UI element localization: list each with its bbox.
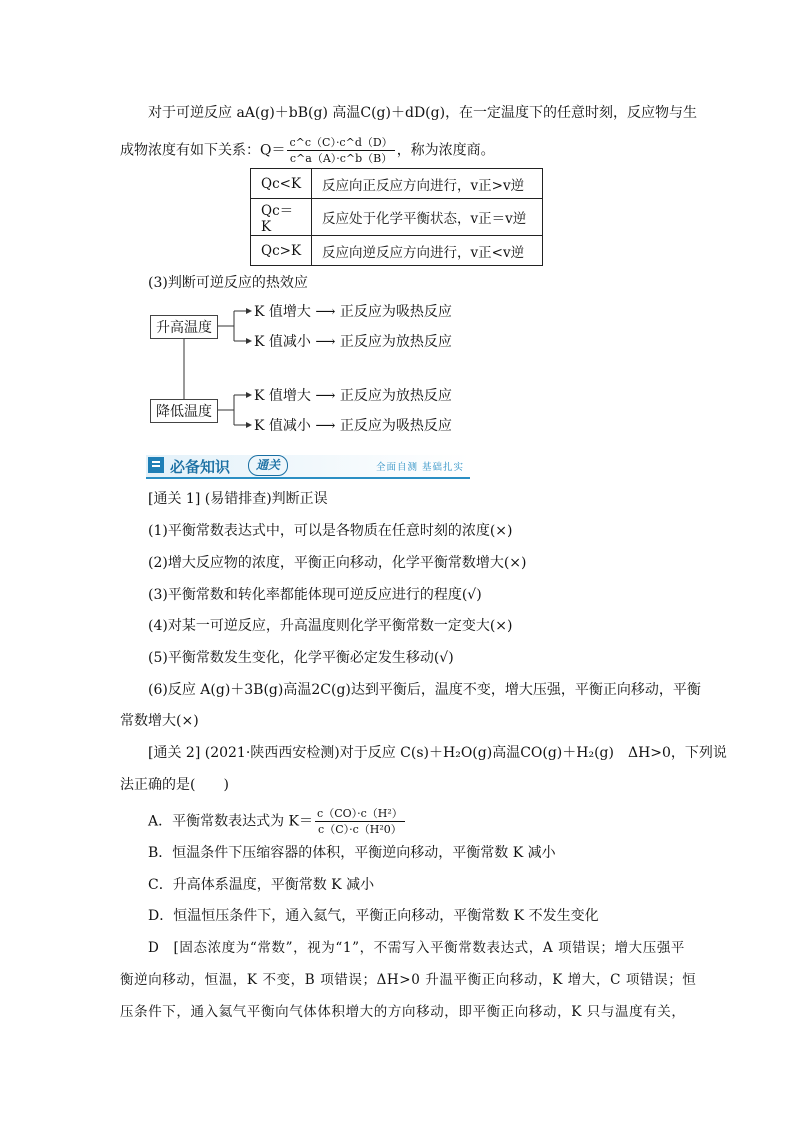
flow-raise-k-increase: K 值增大 ⟶ 正反应为吸热反应 (254, 304, 452, 320)
pass2-question-line-1: [通关 2] (2021·陕西西安检测)对于反应 C(s)＋H₂O(g)高温CO(g)＋H₂(g) ΔH>0，下列说 (148, 745, 727, 761)
fraction-numerator: c（CO）·c（H²） (317, 807, 403, 820)
answer-line-3: 压条件下，通入氦气平衡向气体体积增大的方向移动，即平衡正向移动，K 只与温度有关， (120, 1004, 686, 1020)
list-item: (4)对某一可逆反应，升高温度则化学平衡常数一定变大(×) (148, 618, 513, 634)
intro-text: 对于可逆反应 (148, 105, 237, 121)
concentration-quotient-fraction (287, 136, 394, 165)
flow-raise-k-decrease: K 值减小 ⟶ 正反应为放热反应 (254, 334, 452, 350)
table-cell-description: 反应向逆反应方向进行，v正<v逆 (312, 236, 543, 266)
answer-line-2: 衡逆向移动，恒温，K 不变，B 项错误；ΔH>0 升温平衡正向移动，K 增大，C 项错误；恒 (120, 972, 697, 988)
option-a-text: A．平衡常数表达式为 K＝ (148, 813, 314, 830)
option-a (148, 807, 407, 836)
option-d: D．恒温恒压条件下，通入氦气，平衡正向移动，平衡常数 K 不发生变化 (148, 908, 599, 924)
list-item: (2)增大反应物的浓度，平衡正向移动，化学平衡常数增大(×) (148, 555, 527, 571)
intro-text: ，称为浓度商。 (396, 142, 495, 159)
flow-lower-k-increase: K 值增大 ⟶ 正反应为放热反应 (254, 388, 452, 404)
table-cell-description: 反应向正反应方向进行，v正>v逆 (312, 169, 543, 199)
banner-tagline: 全面自测 基础扎实 (375, 462, 464, 473)
list-item-6-line-2: 常数增大(×) (120, 713, 199, 729)
fraction-denominator: c（C）·c（H²0） (318, 823, 402, 836)
table-row (251, 199, 543, 236)
pass1-header: [通关 1] (易错排查)判断正误 (148, 491, 328, 507)
book-icon (148, 457, 164, 473)
fraction-numerator: c^c（C）·c^d（D） (289, 136, 393, 149)
list-item: (3)平衡常数和转化率都能体现可逆反应进行的程度(√) (148, 587, 482, 603)
option-a-fraction (315, 807, 405, 836)
list-item: (1)平衡常数表达式中，可以是各物质在任意时刻的浓度(×) (148, 523, 513, 539)
list-item-6-line-1: (6)反应 A(g)＋3B(g)高温2C(g)达到平衡后，温度不变，增大压强，平衡正向移动，平衡 (148, 682, 701, 698)
intro-text: ，在一定温度下的任意时刻，反应物与生 (445, 105, 698, 121)
section-3-title: (3)判断可逆反应的热效应 (148, 275, 308, 291)
intro-line-2 (120, 136, 495, 165)
reaction-equation: aA(g)＋bB(g) 高温C(g)＋dD(g) (236, 105, 446, 121)
raise-temperature-box: 升高温度 (150, 315, 218, 339)
fraction-denominator: c^a（A）·c^b（B） (289, 152, 393, 165)
table-row (251, 169, 543, 199)
intro-line-1 (148, 103, 697, 123)
q-symbol: Q＝ (260, 142, 286, 159)
flow-lower-k-decrease: K 值减小 ⟶ 正反应为吸热反应 (254, 418, 452, 434)
table-cell-condition: Qc＝K (251, 199, 312, 236)
essential-knowledge-banner (146, 455, 470, 479)
option-b: B．恒温条件下压缩容器的体积，平衡逆向移动，平衡常数 K 减小 (148, 845, 556, 861)
table-cell-condition: Qc<K (251, 169, 312, 199)
answer-line-1: D [固态浓度为“常数”，视为“1”，不需写入平衡常数表达式，A 项错误；增大压强平 (148, 940, 686, 956)
table-cell-condition: Qc>K (251, 236, 312, 266)
banner-badge: 通关 (248, 455, 288, 476)
qc-k-table (250, 168, 543, 266)
lower-temperature-box: 降低温度 (150, 399, 218, 423)
table-cell-description: 反应处于化学平衡状态，v正＝v逆 (312, 199, 543, 236)
list-item: (5)平衡常数发生变化，化学平衡必定发生移动(√) (148, 650, 454, 666)
pass2-question-line-2: 法正确的是( ) (120, 777, 229, 793)
banner-title: 必备知识 (170, 458, 231, 476)
intro-text: 成物浓度有如下关系： (120, 142, 260, 159)
option-c: C．升高体系温度，平衡常数 K 减小 (148, 877, 375, 893)
table-row (251, 236, 543, 266)
